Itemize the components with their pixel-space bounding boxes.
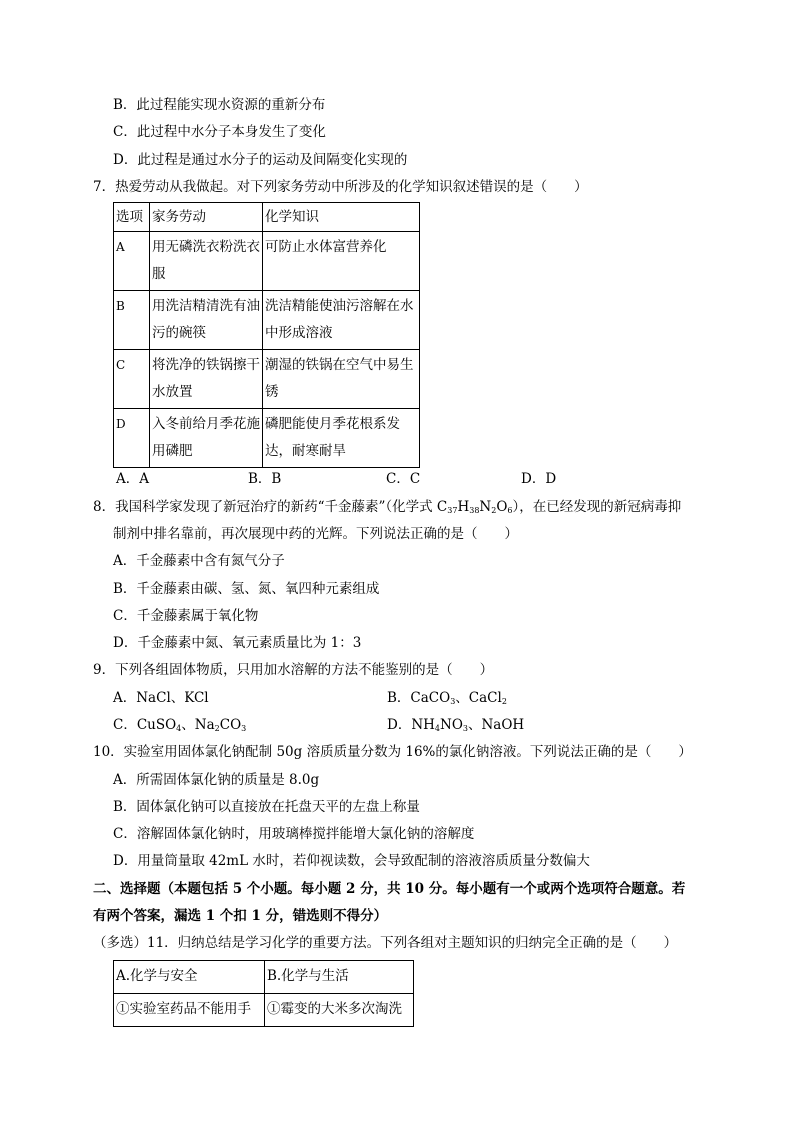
q7-row-a-labor: 用无磷洗衣粉洗衣服 [150,232,263,291]
q11-stem: （多选）11．归纳总结是学习化学的重要方法。下列各组对主题知识的归纳完全正确的是（ ） [93,935,678,951]
q6-option-b: B．此过程能实现水资源的重新分布 [113,97,326,113]
q7-row-c-knowledge: 潮湿的铁锅在空气中易生锈 [263,350,420,409]
section2-heading-line1: 二、选择题（本题包括 5 个小题。每小题 2 分，共 10 分。每小题有一个或两个选项符合题意。若 [93,881,686,897]
q7-row-a-option: A [114,232,150,291]
q10-option-b: B．固体氯化钠可以直接放在托盘天平的左盘上称量 [113,799,420,815]
table-row [114,994,414,1027]
q8-stem-line1: 8．我国科学家发现了新冠治疗的新药“千金藤素”（化学式 $C_{37}H_{38}N_2O_6$），在已经发现的新冠病毒抑 [93,499,682,515]
section2-heading-line2: 有两个答案，漏选 1 个扣 1 分，错选则不得分） [93,908,388,924]
table-row [114,232,420,291]
table-row [114,350,420,409]
q11-row1-life: ①霉变的大米多次淘洗 [265,994,414,1027]
table-row [114,961,414,994]
table-row [114,291,420,350]
q7-row-a-knowledge: 可防止水体富营养化 [263,232,420,291]
table-row [114,409,420,468]
q10-option-c: C．溶解固体氯化钠时，用玻璃棒搅拌能增大氯化钠的溶解度 [113,826,475,842]
q9-option-c: C．CuSO$_4$、$Na_2CO_3$ [113,717,247,733]
q9-option-b: B．CaCO$_3$、CaCl$_2$ [387,690,507,706]
q7-row-d-labor: 入冬前给月季花施用磷肥 [150,409,263,468]
q7-choice-a: A．A [116,471,149,487]
q7-header-knowledge: 化学知识 [263,203,420,232]
q7-header-labor: 家务劳动 [150,203,263,232]
q10-option-d: D．用量筒量取 42mL 水时，若仰视读数，会导致配制的溶液溶质质量分数偏大 [113,853,590,869]
q11-header-life: B.化学与生活 [265,961,414,994]
q10-stem: 10．实验室用固体氯化钠配制 50g 溶质质量分数为 16%的氯化钠溶液。下列说法正确的是（ ） [93,744,692,760]
q8-option-a: A．千金藤素中含有氮气分子 [113,553,285,569]
q11-header-safety: A.化学与安全 [114,961,265,994]
q7-row-d-knowledge: 磷肥能使月季花根系发达，耐寒耐旱 [263,409,420,468]
q6-option-d: D．此过程是通过水分子的运动及间隔变化实现的 [113,152,408,168]
q7-row-d-option: D [114,409,150,468]
q7-row-b-knowledge: 洗洁精能使油污溶解在水中形成溶液 [263,291,420,350]
q7-choice-c: C．C [386,471,421,487]
q7-row-b-labor: 用洗洁精清洗有油污的碗筷 [150,291,263,350]
q7-choice-d: D．D [521,471,557,487]
q7-table [113,202,420,468]
q11-row1-safety: ①实验室药品不能用手 [114,994,265,1027]
q11-table [113,960,414,1027]
q8-option-c: C．千金藤素属于氧化物 [113,608,259,624]
q9-option-a: A．NaCl、KCl [113,690,209,706]
q7-choice-b: B．B [248,471,282,487]
q7-row-b-option: B [114,291,150,350]
q8-stem-line2: 制剂中排名靠前，再次展现中药的光辉。下列说法正确的是（ ） [113,526,518,542]
q8-option-d: D．千金藤素中氮、氧元素质量比为 1：3 [113,635,362,651]
q7-header-option: 选项 [114,203,150,232]
q9-stem: 9．下列各组固体物质，只用加水溶解的方法不能鉴别的是（ ） [93,662,494,678]
q10-option-a: A．所需固体氯化钠的质量是 8.0g [113,772,320,788]
q6-option-c: C．此过程中水分子本身发生了变化 [113,124,326,140]
q9-option-d: D．$NH_4NO_3$、NaOH [387,717,525,733]
q7-stem: 7．热爱劳动从我做起。对下列家务劳动中所涉及的化学知识叙述错误的是（ ） [93,179,588,195]
q7-row-c-labor: 将洗净的铁锅擦干水放置 [150,350,263,409]
q7-row-c-option: C [114,350,150,409]
q8-option-b: B．千金藤素由碳、氢、氮、氧四种元素组成 [113,581,380,597]
q7-table-header [114,203,420,232]
